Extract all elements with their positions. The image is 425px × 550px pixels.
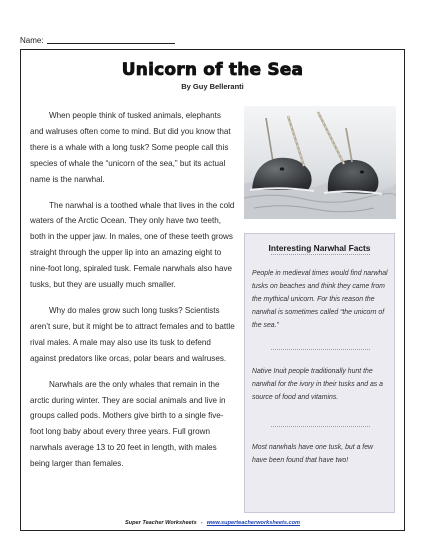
narwhal-illustration bbox=[244, 106, 396, 219]
article-body bbox=[30, 108, 236, 482]
footer-separator: - bbox=[200, 520, 203, 526]
page-footer bbox=[0, 520, 425, 526]
footer-brand: Super Teacher Worksheets bbox=[124, 520, 197, 526]
footer-website-link[interactable]: www.superteacherworksheets.com bbox=[206, 520, 301, 526]
article-paragraph-1: When people think of tusked animals, elephants and walruses often come to mind. But did you know that there is a whale with a long tusk? Some people call this species of whale the “unicorn of the sea,” but its actual name is the narwhal. bbox=[30, 111, 231, 184]
article-paragraph-2: The narwhal is a toothed whale that lives in the cold waters of the Arctic Ocean. They only have two teeth, both in the upper jaw. In males, one of these teeth grows straight through the upper lip into an amazing eight to nine-foot long, spiraled tusk. Female narwhals also have tusks, but they are usually much smaller. bbox=[30, 200, 235, 290]
name-field bbox=[20, 36, 175, 45]
fact-2: Native Inuit people traditionally hunt the narwhal for the ivory in their tusks and as a source of food and vitamins. bbox=[252, 368, 383, 402]
facts-sidebar bbox=[244, 233, 395, 513]
name-blank-line[interactable] bbox=[47, 43, 175, 44]
sidebar-divider bbox=[271, 254, 370, 255]
sidebar-divider bbox=[271, 349, 370, 350]
worksheet-title: Unicorn of the Sea bbox=[121, 60, 304, 80]
sidebar-divider bbox=[271, 426, 370, 427]
article-paragraph-3: Why do males grow such long tusks? Scientists aren’t sure, but it might be to attract females and to battle rival males. A male may also use its tusk to defend against predators like orcas, polar bears and walruses. bbox=[30, 305, 235, 363]
author-byline: By Guy Belleranti bbox=[181, 82, 244, 91]
narwhal-photo bbox=[244, 106, 396, 219]
sidebar-heading: Interesting Narwhal Facts bbox=[268, 243, 371, 253]
name-label: Name: bbox=[20, 36, 44, 45]
fact-3: Most narwhals have one tusk, but a few have been found that have two! bbox=[252, 444, 374, 465]
fact-1: People in medieval times would find narwhal tusks on beaches and think they came from the mythical unicorn. For this reason the narwhal is sometimes called “the unicorn of the sea.” bbox=[252, 270, 388, 330]
article-paragraph-4: Narwhals are the only whales that remain in the arctic during winter. They are social animals and live in groups called pods. Mothers give birth to a single five-foot long baby about every three years. Full grown narwhals average 13 to 20 feet in length, with males being larger than females. bbox=[30, 379, 226, 469]
